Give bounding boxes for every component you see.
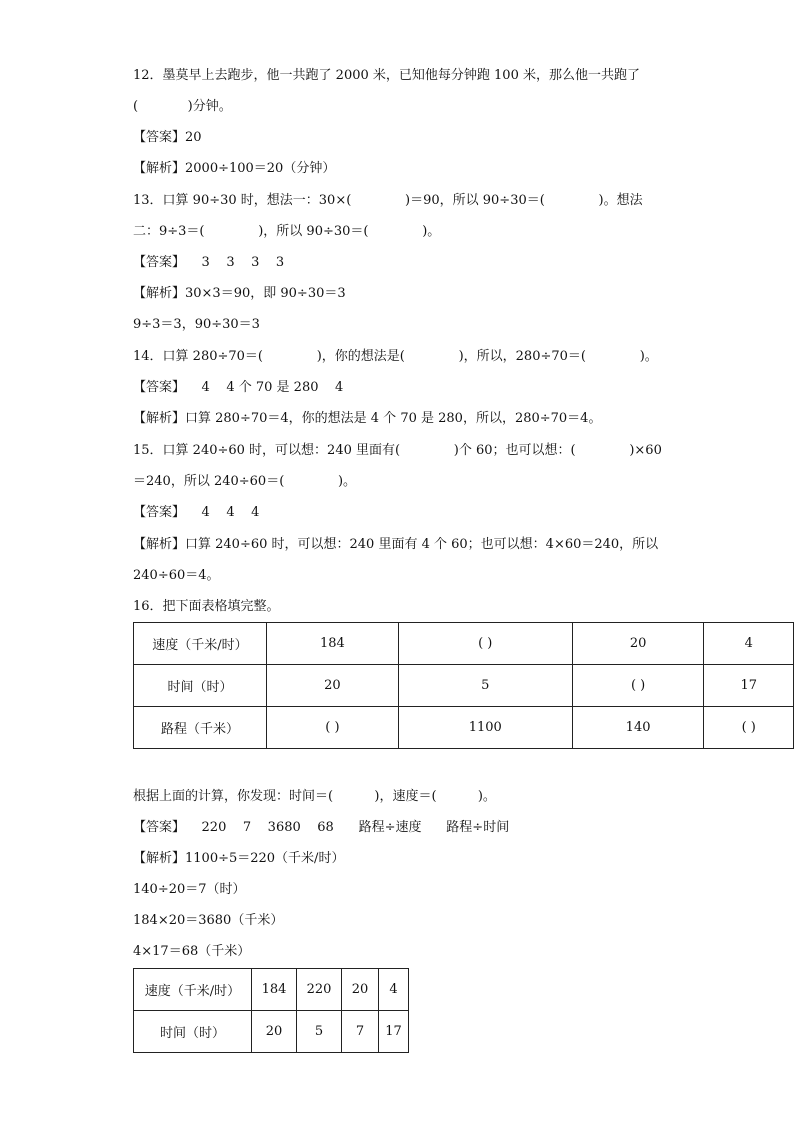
table-cell: 时间（时）: [134, 665, 267, 707]
q13-analysis1: 【解析】30×3＝90，即 90÷30＝3: [133, 286, 346, 301]
q15-line2: ＝240，所以 240÷60＝( )。: [133, 474, 357, 489]
table-cell: ( ): [572, 665, 704, 707]
table-cell: 17: [379, 1011, 409, 1053]
table-cell: 220: [297, 969, 342, 1011]
q16-line1: 16．把下面表格填完整。: [133, 599, 280, 614]
q16-analysis4: 4×17＝68（千米）: [133, 944, 251, 959]
table-cell: 5: [398, 665, 572, 707]
q14-line1: 14．口算 280÷70＝( )，你的想法是( )，所以，280÷70＝( )。: [133, 349, 658, 364]
q16-analysis3: 184×20＝3680（千米）: [133, 913, 284, 928]
answer-table: [133, 968, 409, 1053]
table-cell: 7: [342, 1011, 379, 1053]
table-row: [134, 665, 794, 707]
table-cell: 时间（时）: [134, 1011, 252, 1053]
table-cell: 速度（千米/时）: [134, 623, 267, 665]
q12-line2: ( )分钟。: [133, 99, 232, 114]
q15-analysis1: 【解析】口算 240÷60 时，可以想：240 里面有 4 个 60；也可以想：4×60＝240，所以: [133, 537, 659, 552]
table-cell: 4: [704, 623, 794, 665]
table-cell: 5: [297, 1011, 342, 1053]
q12-line1: 12．墨莫早上去跑步，他一共跑了 2000 米，已知他每分钟跑 100 米，那么他一共跑了: [133, 68, 640, 83]
table-cell: 20: [267, 665, 399, 707]
table-cell: 184: [252, 969, 297, 1011]
q15-analysis2: 240÷60＝4。: [133, 568, 220, 583]
table-row: [134, 623, 794, 665]
q16-analysis1: 【解析】1100÷5＝220（千米/时）: [133, 851, 345, 866]
table-row: [134, 1011, 409, 1053]
table-cell: 4: [379, 969, 409, 1011]
speed-time-distance-table: [133, 622, 794, 749]
table-row: [134, 969, 409, 1011]
table-cell: 20: [252, 1011, 297, 1053]
table-cell: ( ): [398, 623, 572, 665]
q14-answer: 【答案】 4 4 个 70 是 280 4: [133, 380, 344, 395]
q12-analysis: 【解析】2000÷100＝20（分钟）: [133, 161, 336, 176]
table-cell: 路程（千米）: [134, 707, 267, 749]
table-cell: ( ): [267, 707, 399, 749]
table-cell: 1100: [398, 707, 572, 749]
q13-line2: 二：9÷3＝( )，所以 90÷30＝( )。: [133, 224, 441, 239]
q15-line1: 15．口算 240÷60 时，可以想：240 里面有( )个 60；也可以想：( )×60: [133, 443, 662, 458]
q15-answer: 【答案】 4 4 4: [133, 505, 260, 520]
q13-answer: 【答案】 3 3 3 3: [133, 255, 285, 270]
table-cell: 184: [267, 623, 399, 665]
table-cell: 17: [704, 665, 794, 707]
table-cell: 速度（千米/时）: [134, 969, 252, 1011]
table-cell: 20: [342, 969, 379, 1011]
q13-analysis2: 9÷3＝3，90÷30＝3: [133, 317, 260, 332]
q16-analysis2: 140÷20＝7（时）: [133, 882, 246, 897]
table-cell: 20: [572, 623, 704, 665]
q16-after: 根据上面的计算，你发现：时间＝( )，速度＝( )。: [133, 789, 496, 804]
q16-answer: 【答案】 220 7 3680 68 路程÷速度 路程÷时间: [133, 820, 510, 835]
q13-line1: 13．口算 90÷30 时，想法一：30×( )＝90，所以 90÷30＝( )。想法: [133, 193, 643, 208]
table-cell: 140: [572, 707, 704, 749]
q14-analysis: 【解析】口算 280÷70＝4，你的想法是 4 个 70 是 280，所以，280÷70＝4。: [133, 411, 602, 426]
table-row: [134, 707, 794, 749]
table-cell: ( ): [704, 707, 794, 749]
q12-answer: 【答案】20: [133, 130, 202, 145]
